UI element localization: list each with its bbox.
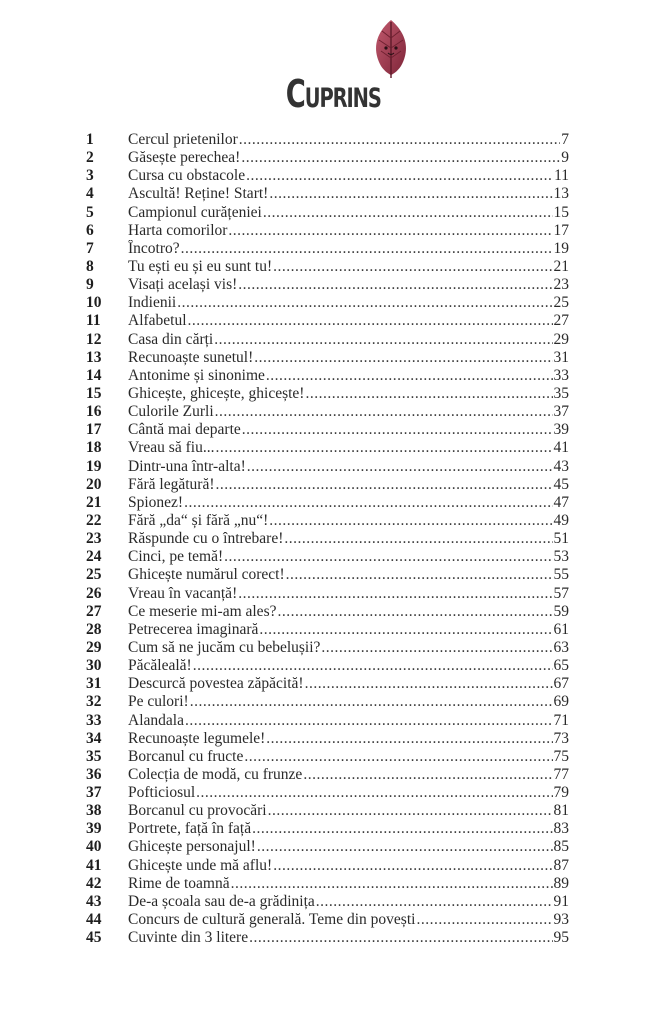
- toc-entry-title: Spionez!: [128, 493, 184, 511]
- toc-entry-number: 44: [86, 911, 102, 929]
- toc-entry-page: 91: [553, 892, 569, 910]
- toc-entry-line: [128, 621, 569, 639]
- toc-entry-line: [128, 657, 569, 675]
- toc-entry-line: [128, 566, 569, 584]
- dot-leader: [238, 276, 552, 294]
- toc-entry: [86, 385, 569, 403]
- toc-entry-page: 45: [553, 475, 569, 493]
- toc-entry-line: [128, 476, 569, 494]
- toc-entry-number: 39: [86, 820, 102, 838]
- toc-entry: [86, 693, 569, 711]
- toc-entry-title: Pe culori!: [128, 693, 189, 711]
- toc-entry-page: 79: [553, 784, 569, 802]
- toc-entry-number: 13: [86, 348, 102, 366]
- toc-entry: [86, 929, 569, 947]
- toc-entry-page: 63: [553, 638, 569, 656]
- dot-leader: [238, 585, 552, 603]
- toc-entry-line: [128, 730, 569, 748]
- toc-entry: [86, 621, 569, 639]
- toc-entry-title: Ascultă! Reține! Start!: [128, 185, 269, 203]
- toc-entry-page: 67: [553, 675, 569, 693]
- toc-entry: [86, 240, 569, 258]
- toc-entry-page: 35: [553, 384, 569, 402]
- toc-entry-line: [128, 639, 569, 657]
- toc-entry-title: Casa din cărți: [128, 330, 214, 348]
- leaf-icon: [367, 18, 415, 80]
- toc-entry: [86, 802, 569, 820]
- toc-entry-line: [128, 240, 569, 258]
- dot-leader: [215, 439, 552, 457]
- dot-leader: [266, 730, 552, 748]
- toc-entry-title: Culorile Zurli: [128, 403, 214, 421]
- toc-entry-number: 30: [86, 657, 102, 675]
- toc-entry-page: 37: [553, 403, 569, 421]
- dot-leader: [188, 312, 553, 330]
- toc-entry-number: 26: [86, 584, 102, 602]
- toc-entry-title: Concurs de cultură generală. Teme din povești: [128, 911, 416, 929]
- toc-entry-number: 14: [86, 366, 102, 384]
- toc-entry-number: 17: [86, 421, 102, 439]
- toc-entry-number: 36: [86, 765, 102, 783]
- toc-entry: [86, 276, 569, 294]
- toc-entry-line: [128, 403, 569, 421]
- toc-entry-title: Vreau să fiu...: [128, 439, 215, 457]
- toc-entry: [86, 185, 569, 203]
- toc-entry-page: 33: [553, 366, 569, 384]
- toc-entry-title: Ghicește, ghicește, ghicește!: [128, 384, 305, 402]
- toc-entry-page: 9: [561, 149, 569, 167]
- toc-entry: [86, 911, 569, 929]
- toc-entry: [86, 603, 569, 621]
- toc-entry-line: [128, 911, 569, 929]
- dot-leader: [247, 458, 553, 476]
- toc-entry-title: Cântă mai departe: [128, 421, 241, 439]
- toc-entry-page: 31: [553, 348, 569, 366]
- dot-leader: [246, 167, 553, 185]
- toc-entry: [86, 421, 569, 439]
- toc-entry-title: Borcanul cu provocări: [128, 802, 267, 820]
- toc-entry-title: Portrete, față în față: [128, 820, 252, 838]
- toc-entry: [86, 820, 569, 838]
- toc-entry-number: 41: [86, 856, 102, 874]
- toc-entry: [86, 403, 569, 421]
- toc-entry-line: [128, 331, 569, 349]
- toc-entry-title: Tu ești eu și eu sunt tu!: [128, 257, 273, 275]
- toc-entry-page: 83: [553, 820, 569, 838]
- toc-entry: [86, 548, 569, 566]
- toc-entry-page: 7: [561, 131, 569, 148]
- toc-entry-line: [128, 585, 569, 603]
- toc-entry-title: De-a școala sau de-a grădinița: [128, 892, 315, 910]
- toc-entry-line: [128, 204, 569, 222]
- toc-entry-page: 11: [554, 167, 569, 185]
- toc-entry: [86, 766, 569, 784]
- toc-entry-number: 4: [86, 185, 94, 203]
- dot-leader: [277, 603, 552, 621]
- toc-entry-page: 77: [553, 765, 569, 783]
- toc-entry: [86, 222, 569, 240]
- toc-entry-number: 43: [86, 892, 102, 910]
- toc-entry-title: Alfabetul: [128, 312, 187, 330]
- toc-entry-page: 73: [553, 729, 569, 747]
- toc-entry-number: 38: [86, 802, 102, 820]
- toc-entry: [86, 875, 569, 893]
- toc-entry-title: Fără legătură!: [128, 475, 215, 493]
- toc-entry-number: 6: [86, 221, 94, 239]
- toc-entry-title: Ghicește personajul!: [128, 838, 256, 856]
- toc-entry-title: Păcăleală!: [128, 657, 192, 675]
- toc-entry: [86, 712, 569, 730]
- toc-entry: [86, 585, 569, 603]
- toc-entry-title: Dintr-una într-alta!: [128, 457, 246, 475]
- toc-entry-page: 39: [553, 421, 569, 439]
- toc-entry-line: [128, 675, 569, 693]
- toc-entry-number: 11: [86, 312, 101, 330]
- toc-entry-line: [128, 349, 569, 367]
- toc-entry-title: Recunoaște sunetul!: [128, 348, 254, 366]
- toc-entry-page: 65: [553, 657, 569, 675]
- toc-entry-line: [128, 167, 569, 185]
- toc-entry-title: Ghicește numărul corect!: [128, 566, 285, 584]
- toc-entry-title: Cinci, pe temă!: [128, 548, 224, 566]
- toc-entry-number: 3: [86, 167, 94, 185]
- dot-leader: [215, 403, 553, 421]
- dot-leader: [190, 693, 553, 711]
- toc-entry-page: 19: [553, 239, 569, 257]
- toc-entry-page: 51: [553, 530, 569, 548]
- toc-entry-page: 21: [553, 257, 569, 275]
- toc-entry-number: 25: [86, 566, 102, 584]
- toc-entry-title: Harta comorilor: [128, 221, 228, 239]
- toc-entry-title: Borcanul cu fructe: [128, 747, 244, 765]
- toc-entry-line: [128, 857, 569, 875]
- toc-entry: [86, 566, 569, 584]
- toc-entry-line: [128, 258, 569, 276]
- toc-entry-page: 85: [553, 838, 569, 856]
- dot-leader: [257, 838, 553, 856]
- dot-leader: [177, 294, 552, 312]
- toc-entry-line: [128, 712, 569, 730]
- toc-entry: [86, 494, 569, 512]
- toc-entry-line: [128, 603, 569, 621]
- toc-entry-title: Rime de toamnă: [128, 874, 230, 892]
- toc-entry-number: 2: [86, 149, 94, 167]
- toc-entry-line: [128, 875, 569, 893]
- toc-entry-line: [128, 385, 569, 403]
- toc-entry-number: 45: [86, 929, 102, 947]
- page-header: [0, 18, 659, 118]
- toc-entry-title: Descurcă povestea zăpăcită!: [128, 675, 304, 693]
- dot-leader: [228, 222, 552, 240]
- toc-entry-page: 49: [553, 511, 569, 529]
- toc-entry-line: [128, 276, 569, 294]
- toc-entry-number: 10: [86, 294, 102, 312]
- toc-entry: [86, 893, 569, 911]
- page-title: Cuprins: [285, 72, 381, 116]
- toc-entry-page: 59: [553, 602, 569, 620]
- toc-entry-number: 28: [86, 620, 102, 638]
- dot-leader: [416, 911, 552, 929]
- toc-entry-line: [128, 149, 569, 167]
- dot-leader: [305, 675, 553, 693]
- toc-entry-page: 53: [553, 548, 569, 566]
- toc-entry-number: 20: [86, 475, 102, 493]
- toc-entry-number: 24: [86, 548, 102, 566]
- toc-entry-line: [128, 312, 569, 330]
- toc-entry-page: 25: [553, 294, 569, 312]
- toc-entry-title: Petrecerea imaginară: [128, 620, 259, 638]
- toc-entry-number: 29: [86, 638, 102, 656]
- toc-entry: [86, 512, 569, 530]
- dot-leader: [273, 857, 552, 875]
- toc-entry-page: 61: [553, 620, 569, 638]
- toc-entry: [86, 131, 569, 149]
- dot-leader: [284, 530, 552, 548]
- toc-entry-number: 35: [86, 747, 102, 765]
- dot-leader: [244, 748, 552, 766]
- dot-leader: [316, 893, 553, 911]
- dot-leader: [249, 929, 552, 947]
- toc-entry-line: [128, 294, 569, 312]
- toc-entry-number: 27: [86, 602, 102, 620]
- dot-leader: [254, 349, 552, 367]
- toc-entry-title: Ce meserie mi-am ales?: [128, 602, 277, 620]
- dot-leader: [303, 766, 552, 784]
- toc-entry-page: 87: [553, 856, 569, 874]
- toc-entry-line: [128, 838, 569, 856]
- toc-entry-title: Indienii: [128, 294, 177, 312]
- toc-entry-title: Încotro?: [128, 239, 180, 257]
- toc-entry-number: 40: [86, 838, 102, 856]
- dot-leader: [241, 149, 560, 167]
- toc-entry-page: 23: [553, 276, 569, 294]
- toc-entry-line: [128, 693, 569, 711]
- toc-entry-line: [128, 766, 569, 784]
- toc-entry-number: 23: [86, 530, 102, 548]
- toc-entry: [86, 857, 569, 875]
- toc-entry: [86, 748, 569, 766]
- toc-entry-line: [128, 131, 569, 149]
- toc-entry-page: 95: [553, 929, 569, 947]
- toc-entry-number: 34: [86, 729, 102, 747]
- toc-entry-page: 17: [553, 221, 569, 239]
- dot-leader: [259, 621, 552, 639]
- toc-entry-line: [128, 458, 569, 476]
- toc-entry-line: [128, 439, 569, 457]
- toc-entry: [86, 331, 569, 349]
- toc-entry-page: 89: [553, 874, 569, 892]
- toc-entry: [86, 167, 569, 185]
- toc-entry-page: 81: [553, 802, 569, 820]
- toc-entry-number: 32: [86, 693, 102, 711]
- toc-entry-title: Vreau în vacanță!: [128, 584, 238, 602]
- toc-entry-line: [128, 748, 569, 766]
- toc-entry-title: Cum să ne jucăm cu bebelușii?: [128, 638, 321, 656]
- toc-entry-title: Ghicește unde mă aflu!: [128, 856, 273, 874]
- dot-leader: [273, 258, 552, 276]
- dot-leader: [263, 204, 553, 222]
- table-of-contents: [86, 131, 569, 947]
- toc-entry: [86, 730, 569, 748]
- toc-entry-line: [128, 548, 569, 566]
- toc-entry: [86, 784, 569, 802]
- toc-entry-title: Găsește perechea!: [128, 149, 241, 167]
- toc-entry: [86, 258, 569, 276]
- toc-entry: [86, 349, 569, 367]
- dot-leader: [181, 240, 553, 258]
- toc-entry-number: 7: [86, 239, 94, 257]
- toc-entry-page: 71: [553, 711, 569, 729]
- toc-entry: [86, 838, 569, 856]
- toc-entry-page: 15: [553, 203, 569, 221]
- toc-entry: [86, 367, 569, 385]
- toc-entry-number: 22: [86, 511, 102, 529]
- dot-leader: [184, 494, 552, 512]
- toc-entry-title: Cursa cu obstacole: [128, 167, 246, 185]
- toc-entry-line: [128, 367, 569, 385]
- toc-entry-title: Alandala: [128, 711, 184, 729]
- dot-leader: [305, 385, 552, 403]
- toc-entry-number: 5: [86, 203, 94, 221]
- toc-entry-number: 12: [86, 330, 102, 348]
- dot-leader: [214, 331, 552, 349]
- toc-entry-title: Răspunde cu o întrebare!: [128, 530, 284, 548]
- toc-entry-page: 55: [553, 566, 569, 584]
- toc-entry-line: [128, 784, 569, 802]
- toc-entry: [86, 294, 569, 312]
- toc-entry-page: 69: [553, 693, 569, 711]
- toc-entry-page: 75: [553, 747, 569, 765]
- toc-entry-title: Cercul prietenilor: [128, 131, 238, 148]
- toc-entry-page: 47: [553, 493, 569, 511]
- dot-leader: [252, 820, 552, 838]
- dot-leader: [269, 512, 552, 530]
- toc-entry-title: Campionul curățeniei: [128, 203, 262, 221]
- toc-entry-page: 57: [553, 584, 569, 602]
- toc-entry: [86, 657, 569, 675]
- toc-entry-number: 16: [86, 403, 102, 421]
- toc-entry-page: 41: [553, 439, 569, 457]
- dot-leader: [193, 657, 553, 675]
- toc-entry-title: Fără „da“ și fără „nu“!: [128, 511, 269, 529]
- toc-entry: [86, 675, 569, 693]
- toc-entry-line: [128, 222, 569, 240]
- dot-leader: [266, 367, 553, 385]
- dot-leader: [239, 131, 561, 149]
- toc-entry-line: [128, 929, 569, 947]
- toc-entry-line: [128, 512, 569, 530]
- toc-entry-title: Pofticiosul: [128, 784, 196, 802]
- toc-entry-number: 8: [86, 257, 94, 275]
- toc-entry-line: [128, 494, 569, 512]
- toc-entry-line: [128, 530, 569, 548]
- toc-entry-title: Colecția de modă, cu frunze: [128, 765, 303, 783]
- toc-entry-title: Recunoaște legumele!: [128, 729, 266, 747]
- toc-entry: [86, 312, 569, 330]
- toc-entry: [86, 439, 569, 457]
- toc-entry-line: [128, 802, 569, 820]
- dot-leader: [268, 802, 553, 820]
- toc-entry-title: Antonime și sinonime: [128, 366, 265, 384]
- toc-entry-line: [128, 185, 569, 203]
- toc-entry-page: 43: [553, 457, 569, 475]
- toc-entry: [86, 204, 569, 222]
- dot-leader: [196, 784, 552, 802]
- toc-entry-page: 29: [553, 330, 569, 348]
- toc-entry-page: 93: [553, 911, 569, 929]
- toc-entry-number: 31: [86, 675, 102, 693]
- toc-entry: [86, 476, 569, 494]
- toc-entry-page: 27: [553, 312, 569, 330]
- toc-entry-number: 19: [86, 457, 102, 475]
- dot-leader: [224, 548, 552, 566]
- toc-entry-number: 9: [86, 276, 94, 294]
- toc-entry-title: Visați același vis!: [128, 276, 238, 294]
- toc-entry-number: 18: [86, 439, 102, 457]
- toc-entry-number: 1: [86, 131, 94, 148]
- dot-leader: [242, 421, 553, 439]
- dot-leader: [216, 476, 553, 494]
- dot-leader: [321, 639, 552, 657]
- toc-entry-line: [128, 421, 569, 439]
- toc-entry-page: 13: [553, 185, 569, 203]
- toc-entry: [86, 149, 569, 167]
- toc-entry-line: [128, 893, 569, 911]
- toc-entry-number: 37: [86, 784, 102, 802]
- toc-entry-number: 42: [86, 874, 102, 892]
- dot-leader: [269, 185, 552, 203]
- toc-entry: [86, 639, 569, 657]
- toc-entry-number: 33: [86, 711, 102, 729]
- toc-entry-number: 15: [86, 384, 102, 402]
- dot-leader: [286, 566, 553, 584]
- toc-entry: [86, 458, 569, 476]
- dot-leader: [185, 712, 553, 730]
- toc-entry-line: [128, 820, 569, 838]
- toc-entry: [86, 530, 569, 548]
- dot-leader: [231, 875, 553, 893]
- toc-entry-number: 21: [86, 493, 102, 511]
- toc-entry-title: Cuvinte din 3 litere: [128, 929, 249, 947]
